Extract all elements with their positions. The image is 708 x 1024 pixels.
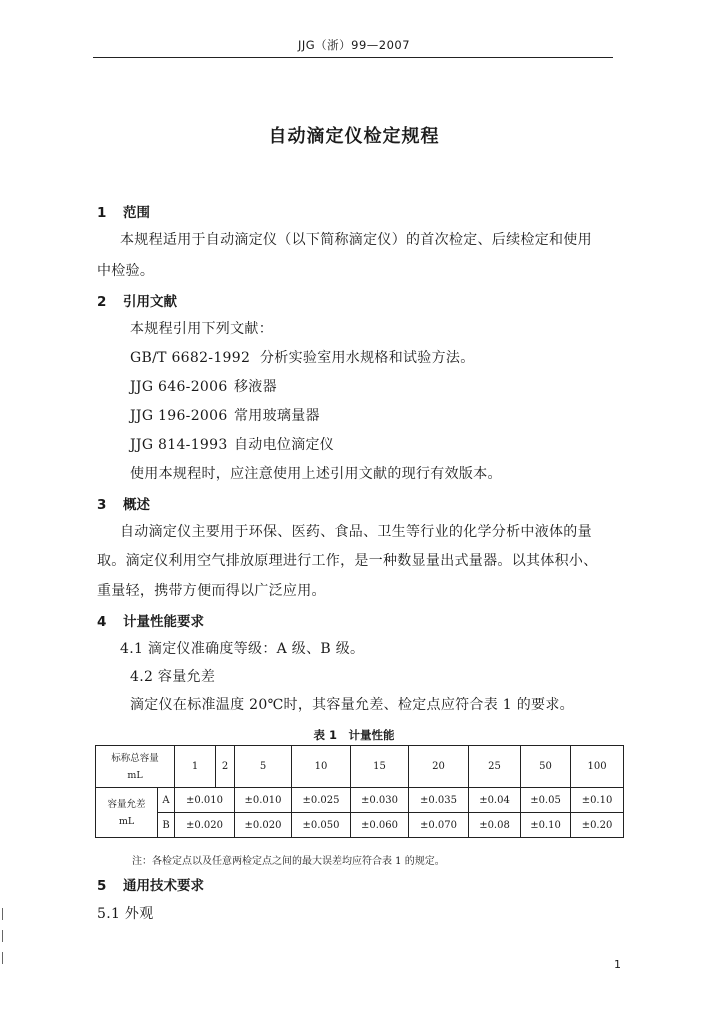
scan-mark xyxy=(2,908,3,920)
tolerance-cell: ±0.020 xyxy=(235,813,292,838)
section-2-number: 2 xyxy=(97,294,107,310)
section-2-title: 引用文献 xyxy=(123,294,177,310)
section-5-heading xyxy=(97,874,204,894)
section-5-number: 5 xyxy=(97,878,107,894)
table-note: 注：各检定点以及任意两检定点之间的最大误差均应符合表 1 的规定。 xyxy=(132,856,445,867)
scan-mark xyxy=(2,930,3,942)
reference-name: 常用玻璃量器 xyxy=(234,408,320,424)
clause-4-1: 4.1 滴定仪准确度等级：A 级、B 级。 xyxy=(120,641,365,657)
tolerance-cell: ±0.10 xyxy=(571,788,624,813)
volume-cell: 15 xyxy=(351,746,409,788)
grade-cell: B xyxy=(158,813,175,838)
volume-cell: 10 xyxy=(292,746,351,788)
tolerance-cell: ±0.010 xyxy=(235,788,292,813)
grade-cell: A xyxy=(158,788,175,813)
tolerance-cell: ±0.060 xyxy=(351,813,409,838)
reference-item xyxy=(130,347,475,367)
tolerance-cell: ±0.070 xyxy=(409,813,469,838)
table-header-row xyxy=(96,746,624,788)
clause-4-2-text: 滴定仪在标准温度 20℃时，其容量允差、检定点应符合表 1 的要求。 xyxy=(130,697,574,713)
row-label-line-1: 容量允差 xyxy=(107,798,146,810)
volume-cell: 1 xyxy=(175,746,216,788)
scope-line-1: 本规程适用于自动滴定仪（以下简称滴定仪）的首次检定、后续检定和使用 xyxy=(120,232,592,248)
reference-code: JJG 814-1993 xyxy=(130,437,228,453)
section-2-heading xyxy=(97,290,177,310)
tolerance-cell: ±0.025 xyxy=(292,788,351,813)
volume-cell: 100 xyxy=(571,746,624,788)
row-label-line-2: mL xyxy=(118,815,135,827)
tolerance-cell: ±0.050 xyxy=(292,813,351,838)
volume-cell: 20 xyxy=(409,746,469,788)
section-4-number: 4 xyxy=(97,614,107,630)
tolerance-cell: ±0.05 xyxy=(521,788,571,813)
page-number: 1 xyxy=(614,958,621,971)
row-label-cell xyxy=(96,788,158,838)
reference-code: JJG 646-2006 xyxy=(130,379,228,395)
table-caption: 表 1 计量性能 xyxy=(313,728,395,742)
clause-4-2-title: 4.2 容量允差 xyxy=(130,669,216,685)
reference-name: 移液器 xyxy=(234,379,277,395)
header-code: JJG（浙）99—2007 xyxy=(297,38,411,52)
table-row-grade-b xyxy=(96,813,624,838)
overview-line-3: 重量轻，携带方便而得以广泛应用。 xyxy=(97,583,326,599)
header-rule xyxy=(93,57,613,58)
header-label-line-2: mL xyxy=(127,769,143,781)
volume-cell: 2 xyxy=(216,746,235,788)
reference-name: 分析实验室用水规格和试验方法。 xyxy=(260,350,475,366)
section-1-heading xyxy=(97,201,150,221)
section-1-number: 1 xyxy=(97,205,107,221)
reference-code: JJG 196-2006 xyxy=(130,408,228,424)
volume-cell: 50 xyxy=(521,746,571,788)
table-row-grade-a xyxy=(96,788,624,813)
section-3-title: 概述 xyxy=(123,497,150,513)
section-3-number: 3 xyxy=(97,497,107,513)
header-label-cell xyxy=(96,746,175,788)
tolerance-cell: ±0.08 xyxy=(469,813,521,838)
references-outro: 使用本规程时，应注意使用上述引用文献的现行有效版本。 xyxy=(130,466,502,482)
overview-line-2: 取。滴定仪利用空气排放原理进行工作，是一种数显量出式量器。以其体积小、 xyxy=(97,553,598,569)
tolerance-cell: ±0.20 xyxy=(571,813,624,838)
clause-5-1: 5.1 外观 xyxy=(97,906,154,922)
section-5-title: 通用技术要求 xyxy=(123,878,204,894)
tolerance-cell: ±0.10 xyxy=(521,813,571,838)
reference-code: GB/T 6682-1992 xyxy=(130,350,251,366)
document-title: 自动滴定仪检定规程 xyxy=(268,126,440,147)
section-4-title: 计量性能要求 xyxy=(123,614,204,630)
reference-item xyxy=(130,434,334,454)
references-intro: 本规程引用下列文献： xyxy=(130,321,273,337)
tolerance-cell: ±0.020 xyxy=(175,813,235,838)
header-label-line-1: 标称总容量 xyxy=(111,752,159,764)
scope-line-2: 中检验。 xyxy=(97,263,155,279)
section-3-heading xyxy=(97,493,150,513)
section-4-heading xyxy=(97,610,204,630)
overview-line-1: 自动滴定仪主要用于环保、医药、食品、卫生等行业的化学分析中液体的量 xyxy=(120,524,592,540)
reference-name: 自动电位滴定仪 xyxy=(234,437,335,453)
tolerance-cell: ±0.035 xyxy=(409,788,469,813)
tolerance-cell: ±0.030 xyxy=(351,788,409,813)
tolerance-cell: ±0.010 xyxy=(175,788,235,813)
tolerance-cell: ±0.04 xyxy=(469,788,521,813)
section-1-title: 范围 xyxy=(123,205,150,221)
volume-cell: 25 xyxy=(469,746,521,788)
reference-item xyxy=(130,376,277,396)
scan-mark xyxy=(2,952,3,964)
volume-cell: 5 xyxy=(235,746,292,788)
reference-item xyxy=(130,405,320,425)
metrology-table xyxy=(95,745,624,838)
